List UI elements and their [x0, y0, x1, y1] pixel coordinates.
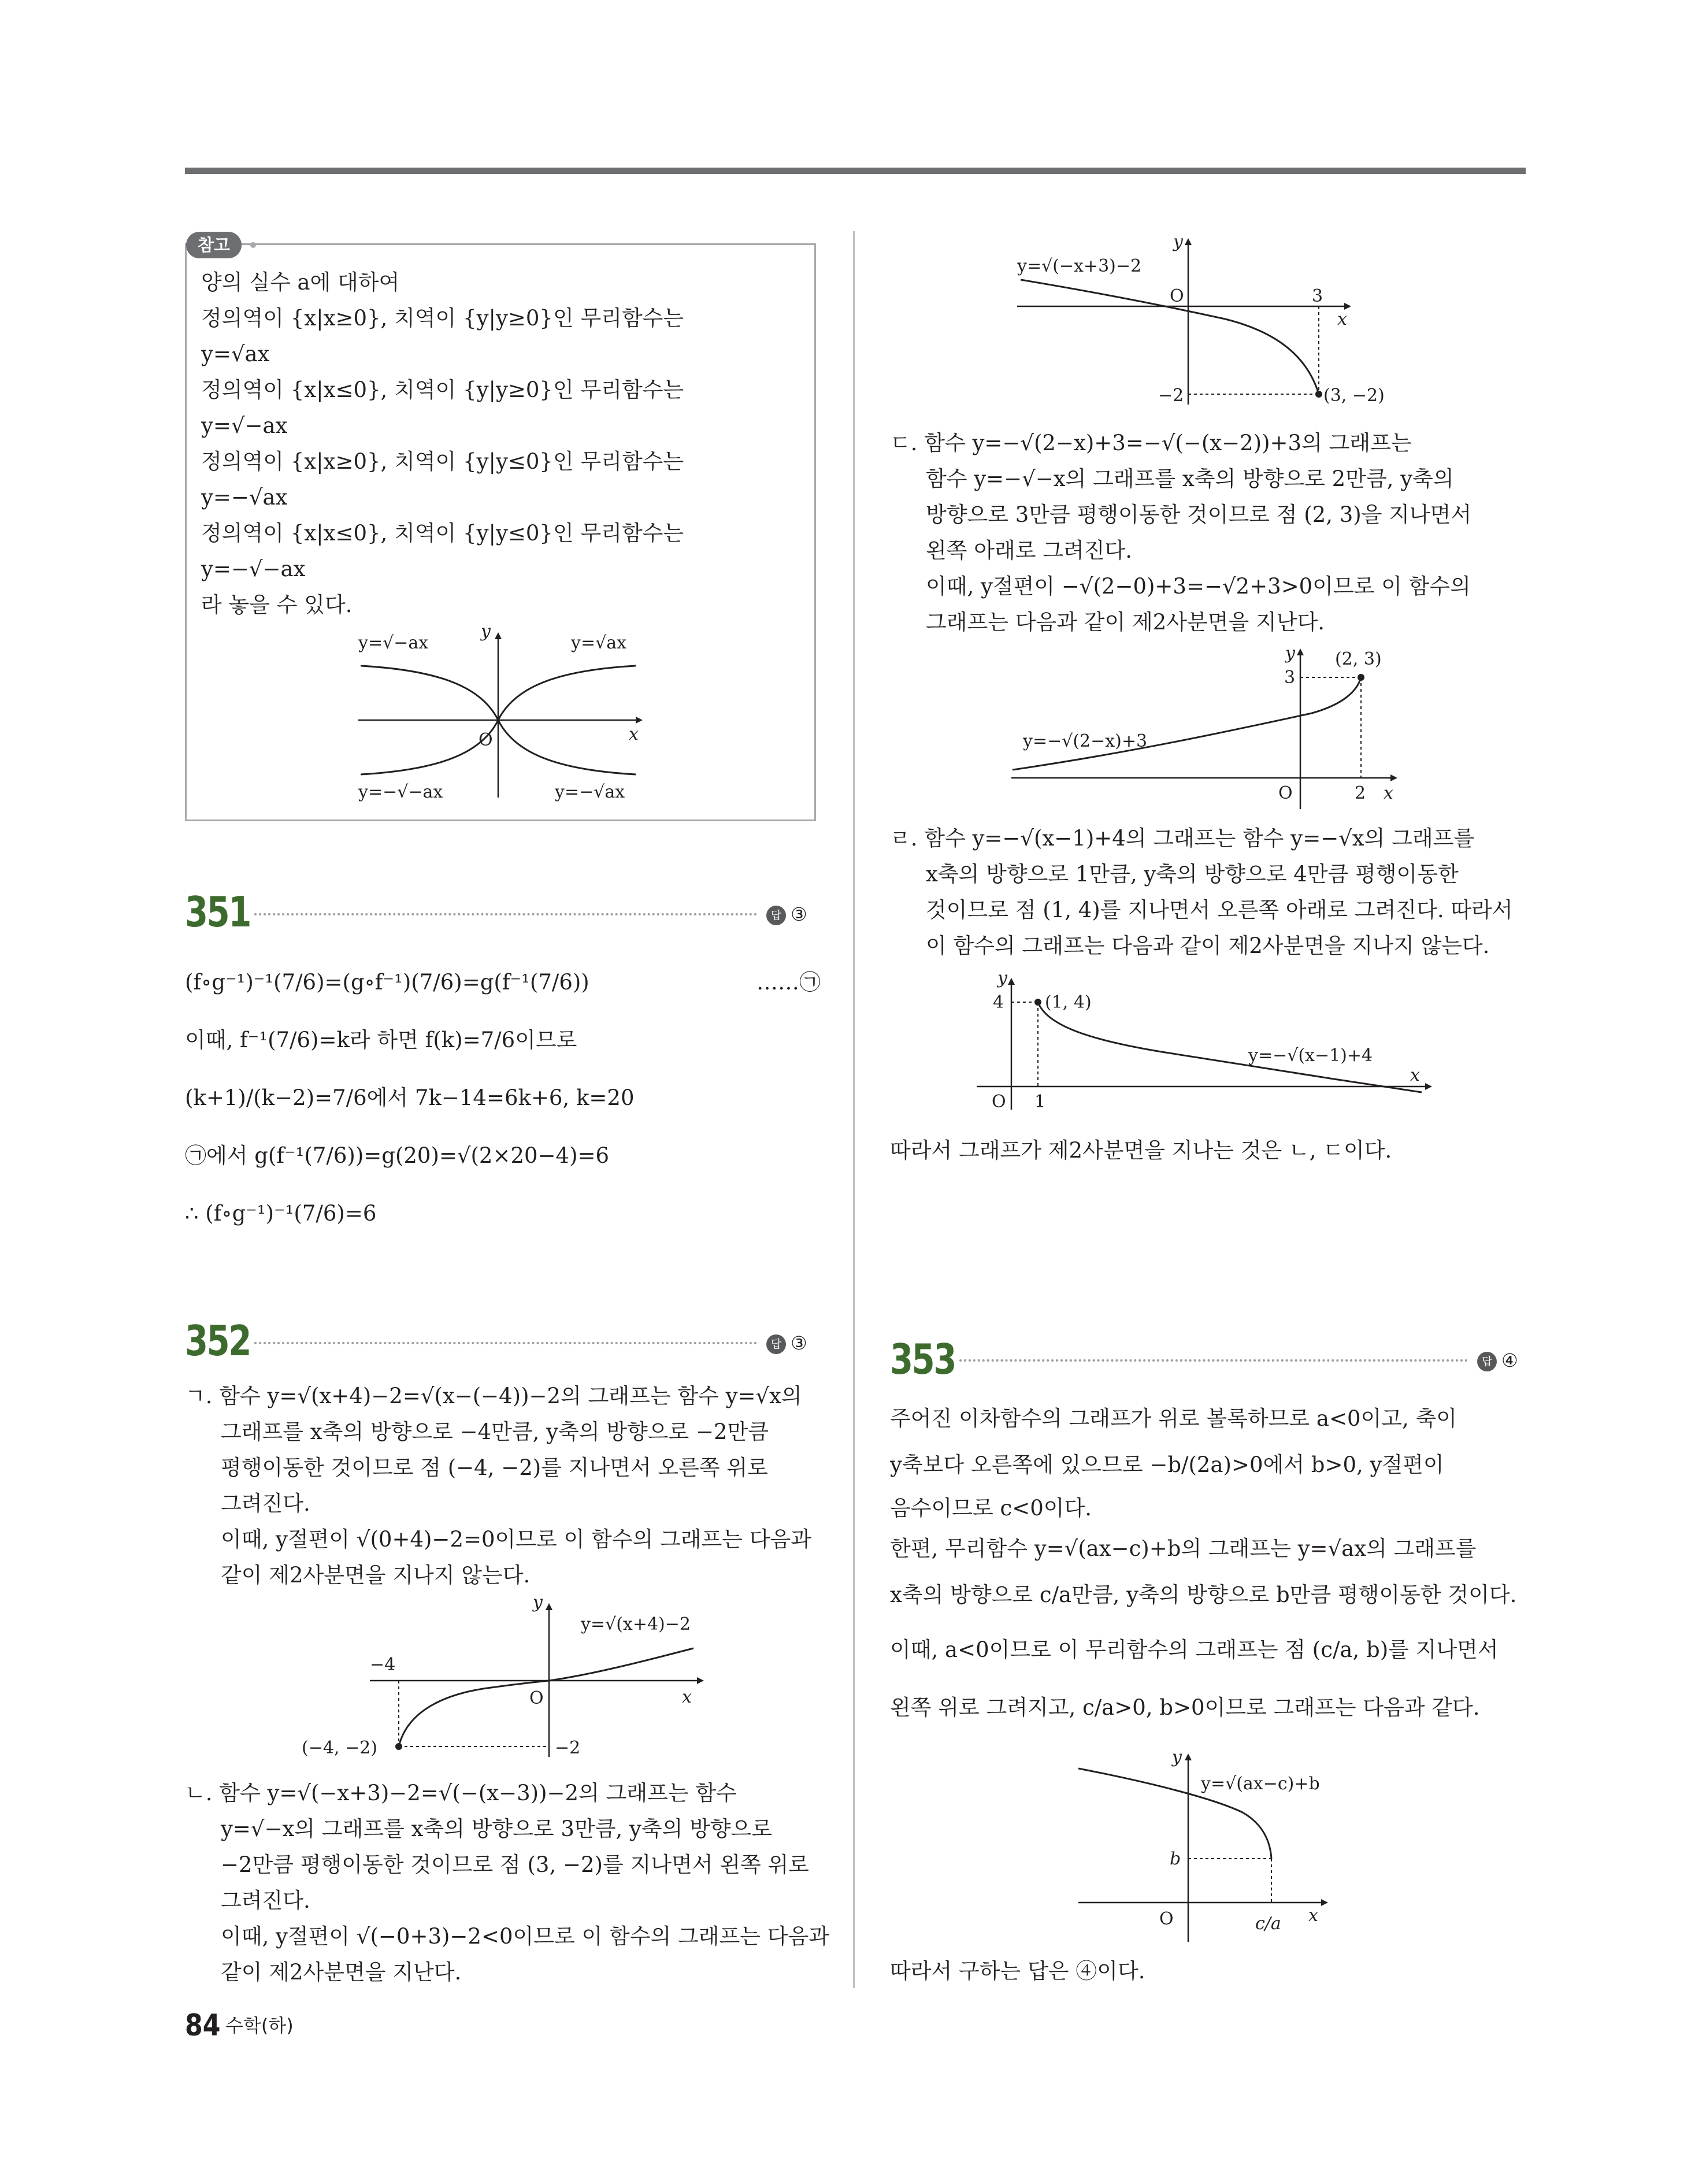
- y-label: y: [533, 1595, 543, 1612]
- curve-neg-sqrt-neg-ax: [361, 720, 498, 774]
- label-top-left: y=√−ax: [358, 633, 429, 653]
- p353-graph: [1069, 1745, 1347, 1948]
- x-label: x: [1410, 1065, 1420, 1085]
- answer-badge: [1477, 1349, 1518, 1372]
- y-label: y: [481, 624, 491, 642]
- tick-x: −4: [370, 1655, 396, 1675]
- curve-label: y=−√(x−1)+4: [1248, 1045, 1373, 1066]
- note-tag: 참고: [186, 232, 242, 258]
- label-bottom-right: y=−√ax: [555, 782, 625, 802]
- note-line: y=−√ax: [201, 485, 288, 510]
- x-axis-arrow-icon: [697, 1677, 704, 1684]
- origin-label: O: [529, 1688, 544, 1708]
- x-axis-arrow-icon: [1425, 1083, 1432, 1090]
- book-title: 수학(하): [225, 2015, 294, 2037]
- tick-x: 1: [1034, 1092, 1046, 1112]
- endpoint: [395, 1743, 402, 1750]
- conclusion: 따라서 구하는 답은 ④이다.: [890, 1959, 1145, 1983]
- math-line: (f∘g⁻¹)⁻¹(7/6)=(g∘f⁻¹)(7/6)=g(f⁻¹(7/6)): [185, 970, 589, 995]
- tick-y: −2: [1158, 385, 1184, 406]
- text-line: ㄱ. 함수 y=√(x+4)−2=√(x−(−4))−2의 그래프는 함수 y=√x의: [185, 1384, 802, 1408]
- note-line: 정의역이 {x|x≥0}, 치역이 {y|y≤0}인 무리함수는: [201, 449, 684, 474]
- text-line: 한편, 무리함수 y=√(ax−c)+b의 그래프는 y=√ax의 그래프를: [890, 1536, 1477, 1561]
- p353-body: [890, 1396, 1516, 1737]
- text-line: ㄹ. 함수 y=−√(x−1)+4의 그래프는 함수 y=−√x의 그래프를: [890, 826, 1475, 851]
- x-label: x: [682, 1687, 692, 1707]
- equation-tag: ……㉠: [756, 970, 821, 995]
- curve-neg-sqrt-ax: [498, 720, 636, 774]
- dotted-leader: [254, 1342, 757, 1344]
- note-graph: [347, 624, 647, 809]
- problem-number: 352: [185, 1317, 251, 1365]
- text-line: ㄴ. 함수 y=√(−x+3)−2=√(−(x−3))−2의 그래프는 함수: [185, 1781, 737, 1805]
- y-axis-arrow-icon: [1185, 238, 1192, 245]
- text-line: 그래프를 x축의 방향으로 −4만큼, y축의 방향으로 −2만큼: [221, 1419, 769, 1444]
- label-bottom-left: y=−√−ax: [358, 782, 443, 802]
- point-label: (1, 4): [1045, 992, 1092, 1013]
- graph-d: [977, 971, 1439, 1115]
- note-text: [201, 265, 684, 623]
- x-axis-arrow-icon: [636, 717, 643, 724]
- text-line: 같이 제2사분면을 지난다.: [221, 1960, 462, 1985]
- note-line: 라 놓을 수 있다.: [201, 592, 353, 617]
- y-axis-arrow-icon: [546, 1603, 552, 1610]
- column-divider: [853, 231, 855, 1988]
- y-label: y: [1172, 1747, 1182, 1767]
- text-line: 이때, y절편이 √(0+4)−2=0이므로 이 함수의 그래프는 다음과: [221, 1527, 811, 1552]
- answer-mark-icon: 답: [766, 906, 786, 925]
- note-line: 양의 실수 a에 대하여: [201, 270, 400, 295]
- text-line: 같이 제2사분면을 지나지 않는다.: [221, 1563, 531, 1588]
- text-line: y축보다 오른쪽에 있으므로 −b/(2a)>0에서 b>0, y절편이: [890, 1452, 1444, 1477]
- text-line: 것이므로 점 (1, 4)를 지나면서 오른쪽 아래로 그려진다. 따라서: [926, 898, 1513, 922]
- curve-label: y=√(ax−c)+b: [1201, 1774, 1320, 1794]
- y-label: y: [1173, 232, 1183, 252]
- graph-b: [1017, 231, 1422, 410]
- y-label: y: [997, 971, 1007, 988]
- text-line: y=√−x의 그래프를 x축의 방향으로 3만큼, y축의 방향으로: [221, 1816, 773, 1841]
- note-line: 정의역이 {x|x≥0}, 치역이 {y|y≥0}인 무리함수는: [201, 306, 684, 331]
- note-tag-dot-icon: [250, 242, 256, 248]
- text-line: 평행이동한 것이므로 점 (−4, −2)를 지나면서 오른쪽 위로: [221, 1455, 768, 1480]
- answer-mark-icon: 답: [1477, 1352, 1497, 1371]
- p352-part-b: [185, 1775, 829, 1990]
- note-line: 정의역이 {x|x≤0}, 치역이 {y|y≤0}인 무리함수는: [201, 521, 684, 546]
- y-axis-arrow-icon: [1297, 648, 1304, 655]
- top-rule: [185, 168, 1526, 174]
- text-line: 그래프는 다음과 같이 제2사분면을 지난다.: [926, 610, 1325, 635]
- answer-value: ③: [791, 1332, 807, 1354]
- origin-label: O: [1170, 286, 1184, 306]
- p353-conclusion-block: [890, 1953, 1145, 1989]
- problem-number: 351: [185, 888, 251, 936]
- text-line: 함수 y=−√−x의 그래프를 x축의 방향으로 2만큼, y축의: [926, 466, 1454, 491]
- origin-label: O: [992, 1092, 1006, 1112]
- text-line: x축의 방향으로 1만큼, y축의 방향으로 4만큼 평행이동한: [926, 862, 1459, 887]
- math-line: 이때, f⁻¹(7/6)=k라 하면 f(k)=7/6이므로: [185, 1028, 577, 1052]
- curve: [399, 1648, 693, 1747]
- tick-y: 3: [1284, 668, 1296, 688]
- endpoint: [1315, 391, 1322, 398]
- x-label: x: [629, 724, 639, 744]
- math-line: ∴ (f∘g⁻¹)⁻¹(7/6)=6: [185, 1201, 377, 1226]
- tick-x: c/a: [1255, 1914, 1281, 1934]
- text-line: 이때, y절편이 √(−0+3)−2<0이므로 이 함수의 그래프는 다음과: [221, 1924, 829, 1949]
- p352-conclusion-block: [890, 1133, 1392, 1169]
- note-line: y=−√−ax: [201, 557, 306, 581]
- curve-label: y=√(−x+3)−2: [1017, 256, 1142, 276]
- curve-label: y=√(x+4)−2: [581, 1614, 691, 1634]
- graph-c: [1011, 642, 1416, 815]
- point-label: (−4, −2): [302, 1738, 377, 1758]
- text-line: 음수이므로 c<0이다.: [890, 1496, 1092, 1521]
- note-line: y=√ax: [201, 342, 270, 366]
- problem-number: 353: [890, 1335, 956, 1384]
- x-label: x: [1337, 309, 1347, 329]
- x-axis-arrow-icon: [1321, 1899, 1328, 1906]
- text-line: ㄷ. 함수 y=−√(2−x)+3=−√(−(x−2))+3의 그래프는: [890, 431, 1412, 455]
- y-axis-arrow-icon: [1008, 978, 1015, 985]
- endpoint: [1034, 999, 1041, 1006]
- x-label: x: [1308, 1905, 1318, 1926]
- tick-y: 4: [993, 992, 1004, 1013]
- answer-mark-icon: 답: [766, 1334, 786, 1354]
- answer-value: ④: [1501, 1349, 1518, 1371]
- text-line: 왼쪽 위로 그려지고, c/a>0, b>0이므로 그래프는 다음과 같다.: [890, 1695, 1480, 1720]
- curve-sqrt-neg-ax: [361, 666, 498, 720]
- graph-a: [301, 1595, 717, 1768]
- y-label: y: [1285, 643, 1295, 663]
- answer-value: ③: [791, 903, 807, 925]
- y-axis-arrow-icon: [495, 632, 502, 639]
- text-line: 이때, y절편이 −√(2−0)+3=−√2+3>0이므로 이 함수의: [926, 574, 1471, 599]
- curve: [1013, 677, 1361, 770]
- note-line: 정의역이 {x|x≤0}, 치역이 {y|y≥0}인 무리함수는: [201, 377, 684, 402]
- curve-sqrt-ax: [498, 666, 636, 720]
- tick-y: −2: [555, 1738, 581, 1758]
- text-line: x축의 방향으로 c/a만큼, y축의 방향으로 b만큼 평행이동한 것이다.: [890, 1582, 1517, 1607]
- answer-badge: [766, 1332, 807, 1355]
- p352-part-a: [185, 1378, 811, 1593]
- text-line: 이 함수의 그래프는 다음과 같이 제2사분면을 지나지 않는다.: [926, 933, 1490, 958]
- dotted-leader: [959, 1359, 1468, 1362]
- curve-label: y=−√(2−x)+3: [1023, 731, 1148, 751]
- text-line: 이때, a<0이므로 이 무리함수의 그래프는 점 (c/a, b)를 지나면서: [890, 1637, 1499, 1662]
- text-line: 방향으로 3만큼 평행이동한 것이므로 점 (2, 3)을 지나면서: [926, 502, 1472, 527]
- text-line: 그려진다.: [221, 1491, 310, 1516]
- page-number: 84: [185, 2008, 221, 2043]
- p352-part-c: [890, 425, 1471, 640]
- label-top-right: y=√ax: [571, 633, 627, 653]
- text-line: 왼쪽 아래로 그려진다.: [926, 538, 1132, 563]
- p351-body: [185, 954, 821, 1243]
- p352-part-d: [890, 821, 1513, 964]
- tick-x: 2: [1355, 783, 1366, 803]
- text-line: 주어진 이차함수의 그래프가 위로 볼록하므로 a<0이고, 축이: [890, 1406, 1457, 1431]
- dotted-leader: [254, 913, 757, 915]
- endpoint: [1358, 674, 1364, 681]
- x-axis-arrow-icon: [1390, 774, 1397, 781]
- origin-label: O: [1159, 1909, 1174, 1929]
- x-label: x: [1384, 783, 1393, 803]
- y-axis-arrow-icon: [1185, 1753, 1192, 1760]
- note-line: y=√−ax: [201, 413, 288, 438]
- math-line: ㉠에서 g(f⁻¹(7/6))=g(20)=√(2×20−4)=6: [185, 1143, 610, 1168]
- point-label: (2, 3): [1335, 649, 1382, 669]
- origin-label: O: [479, 730, 493, 750]
- tick-x: 3: [1312, 286, 1323, 306]
- point-label: (3, −2): [1323, 385, 1385, 406]
- conclusion: 따라서 그래프가 제2사분면을 지나는 것은 ㄴ, ㄷ이다.: [890, 1138, 1392, 1163]
- text-line: −2만큼 평행이동한 것이므로 점 (3, −2)를 지나면서 왼쪽 위로: [221, 1852, 809, 1877]
- text-line: 그려진다.: [221, 1888, 310, 1913]
- answer-badge: [766, 903, 807, 926]
- tick-y: b: [1170, 1849, 1181, 1869]
- math-line: (k+1)/(k−2)=7/6에서 7k−14=6k+6, k=20: [185, 1085, 635, 1110]
- origin-label: O: [1278, 783, 1293, 803]
